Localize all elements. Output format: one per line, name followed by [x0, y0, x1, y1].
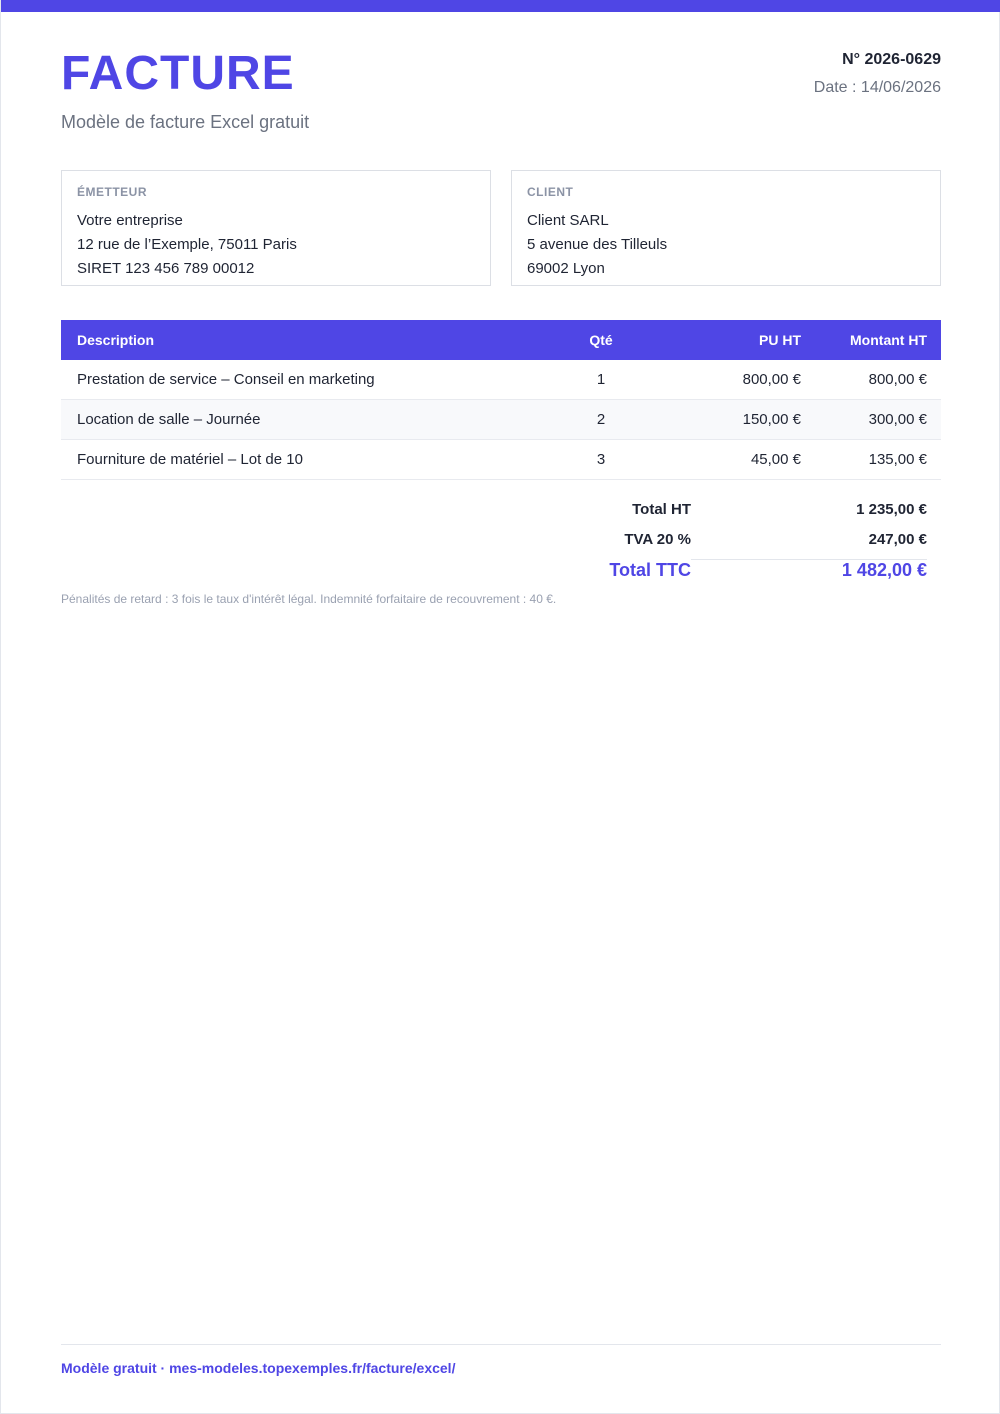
- subtotal-label: Total HT: [632, 500, 691, 518]
- table-row: [61, 360, 941, 400]
- client-name: Client SARL: [527, 212, 609, 229]
- cell-unit-price: 45,00 €: [750, 451, 801, 468]
- cell-amount: 800,00 €: [868, 371, 927, 388]
- table-row: [61, 400, 941, 440]
- client-box: [511, 170, 941, 286]
- cell-description: Location de salle – Journée: [77, 411, 261, 428]
- footer-divider: [61, 1344, 941, 1345]
- line-items-table: [61, 320, 941, 480]
- invoice-number: N° 2026-0629: [842, 51, 941, 68]
- invoice-subtitle: Modèle de facture Excel gratuit: [61, 112, 310, 132]
- cell-unit-price: 150,00 €: [742, 411, 801, 428]
- tax-row: [561, 524, 927, 554]
- invoice-header: [61, 48, 941, 148]
- cell-description: Prestation de service – Conseil en marketing: [77, 371, 375, 388]
- cell-qty: 3: [596, 451, 606, 468]
- column-header-unit-price: PU HT: [759, 332, 801, 348]
- client-street: 5 avenue des Tilleuls: [527, 236, 668, 253]
- issuer-label: ÉMETTEUR: [77, 185, 147, 199]
- grand-total-value: 1 482,00 €: [691, 559, 927, 581]
- client-city: 69002 Lyon: [527, 260, 605, 277]
- issuer-siret: SIRET 123 456 789 00012: [77, 260, 255, 277]
- column-header-description: Description: [77, 332, 155, 348]
- cell-amount: 300,00 €: [868, 411, 927, 428]
- tax-value: 247,00 €: [868, 530, 927, 548]
- table-row: [61, 440, 941, 480]
- column-header-amount: Montant HT: [850, 332, 927, 348]
- grand-total-label: Total TTC: [609, 559, 691, 580]
- footer-link[interactable]: Modèle gratuit · mes-modeles.topexemples.fr/facture/excel/: [61, 1360, 456, 1376]
- totals-block: [561, 494, 927, 586]
- cell-unit-price: 800,00 €: [742, 371, 801, 388]
- subtotal-row: [561, 494, 927, 524]
- cell-qty: 1: [596, 371, 606, 388]
- grand-total-row: [561, 554, 927, 586]
- issuer-box: [61, 170, 491, 286]
- table-header: [61, 320, 941, 360]
- subtotal-value: 1 235,00 €: [856, 500, 927, 518]
- top-accent-bar: [1, 0, 1000, 12]
- invoice-title: FACTURE: [61, 47, 295, 100]
- column-header-qty: Qté: [589, 332, 613, 348]
- cell-description: Fourniture de matériel – Lot de 10: [77, 451, 303, 468]
- tax-label: TVA 20 %: [624, 530, 691, 548]
- cell-qty: 2: [596, 411, 606, 428]
- late-payment-note: Pénalités de retard : 3 fois le taux d'intérêt légal. Indemnité forfaitaire de recouvrement : 40 €.: [61, 592, 557, 606]
- invoice-date: Date : 14/06/2026: [813, 79, 941, 96]
- client-label: CLIENT: [527, 185, 574, 199]
- cell-amount: 135,00 €: [868, 451, 927, 468]
- issuer-name: Votre entreprise: [77, 212, 183, 229]
- invoice-meta: [814, 50, 941, 98]
- issuer-address: 12 rue de l’Exemple, 75011 Paris: [77, 236, 297, 253]
